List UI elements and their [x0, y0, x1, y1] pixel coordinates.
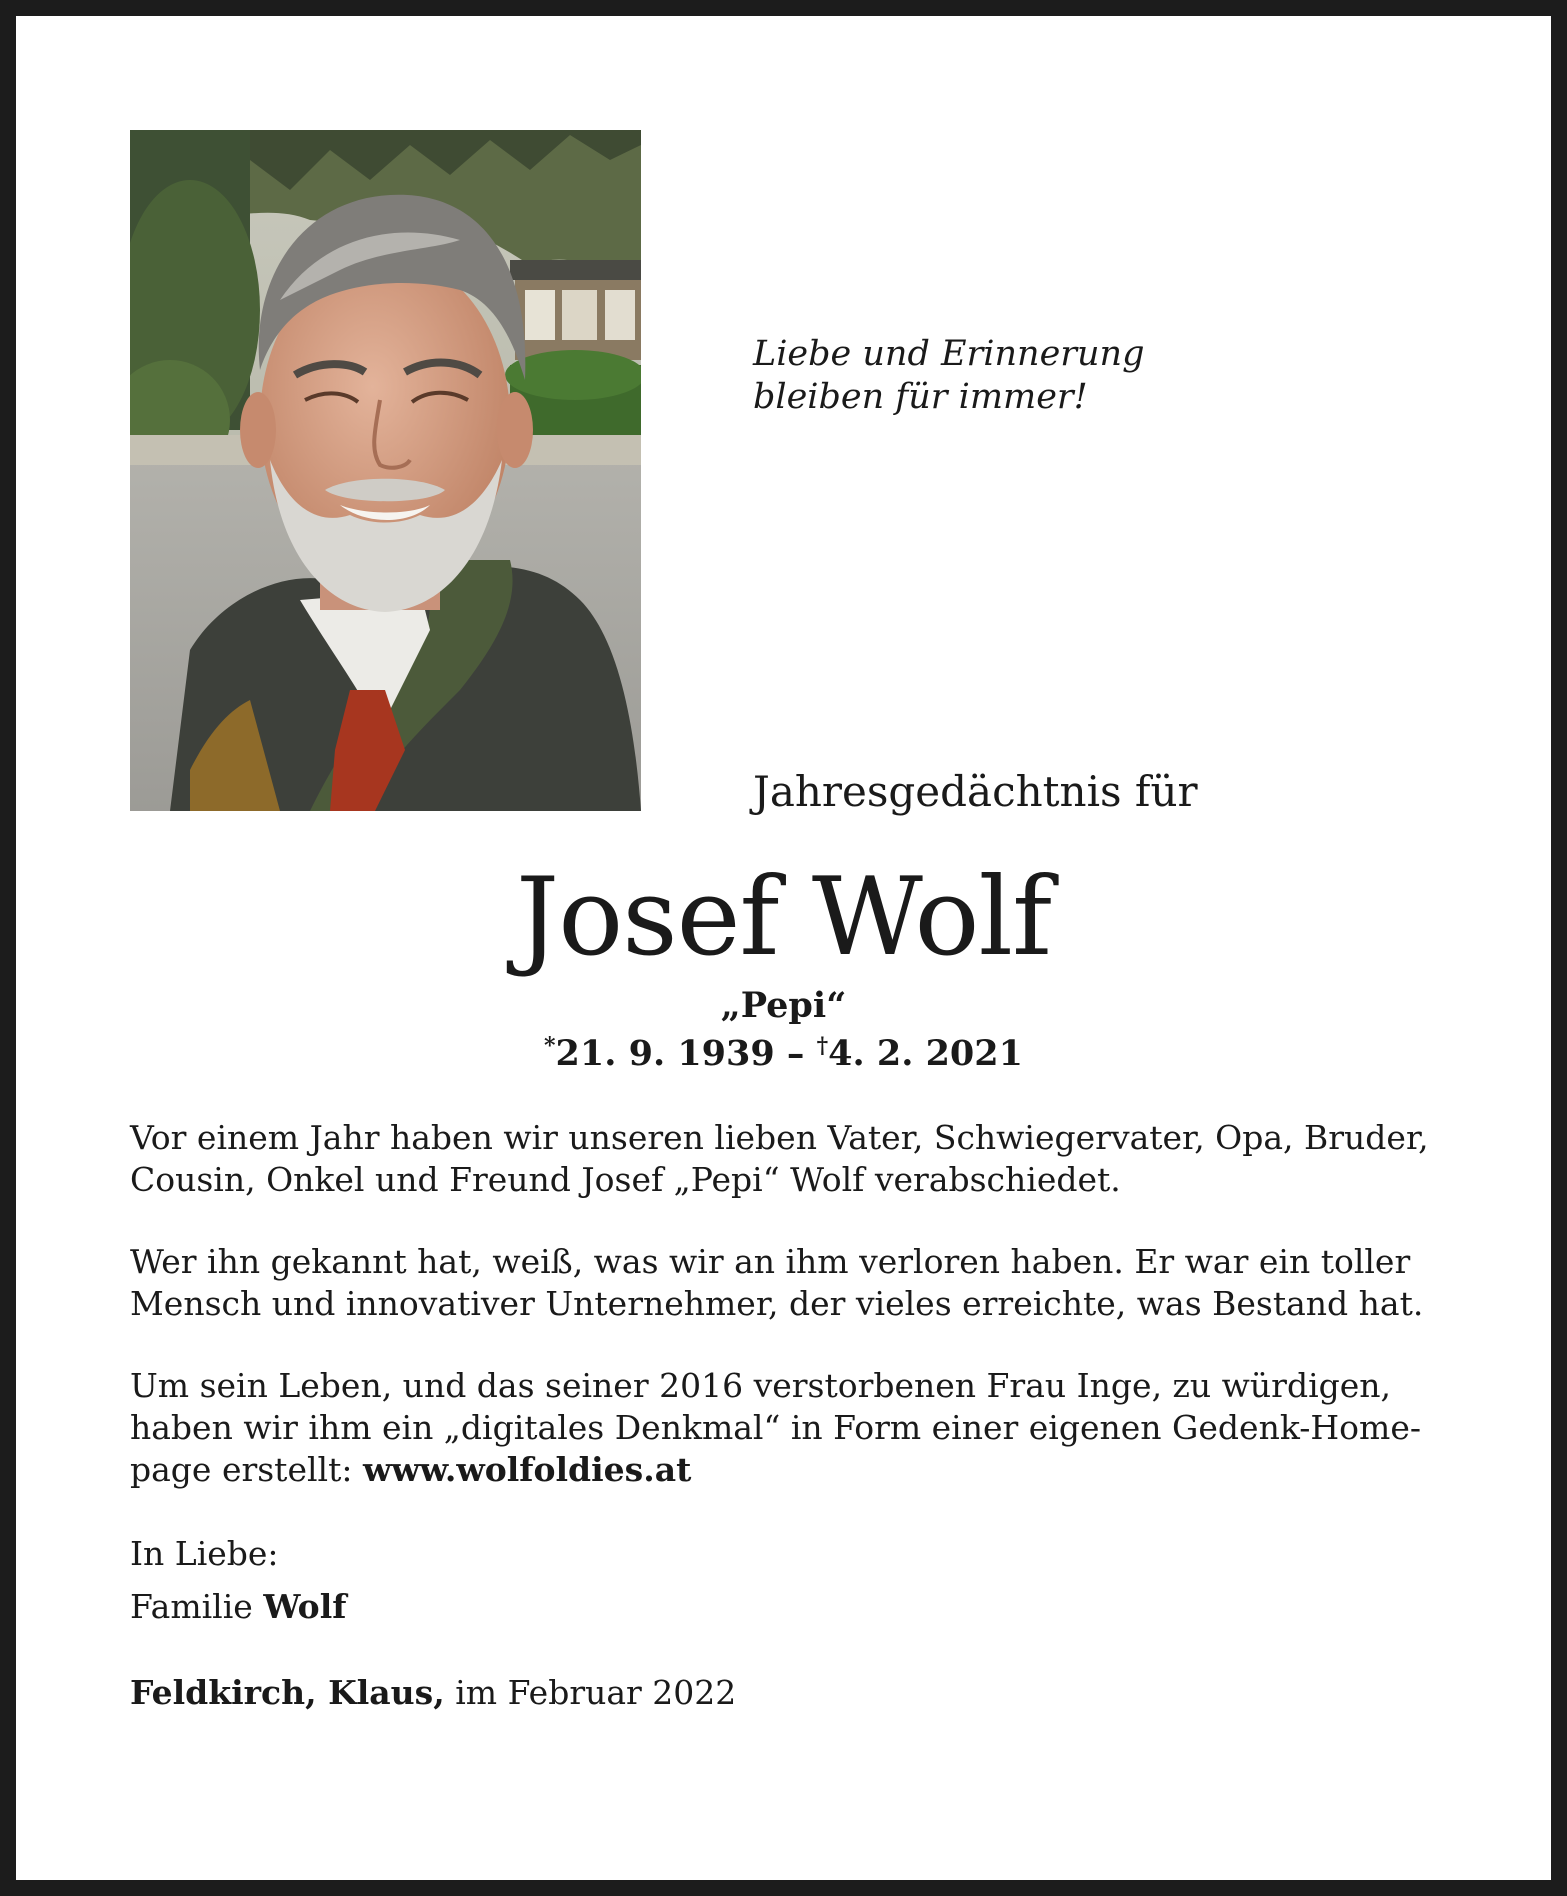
date-separator: –	[774, 1033, 817, 1074]
paragraph-line: Um sein Leben, und das seiner 2016 verstorbenen Frau Inge, zu würdigen,	[130, 1366, 1392, 1405]
paragraph-line: haben wir ihm ein „digitales Denkmal“ in Form einer eigenen Gedenk-Home-	[130, 1408, 1422, 1447]
website-link[interactable]: www.wolfoldies.at	[362, 1450, 692, 1489]
paragraph-line: Vor einem Jahr haben wir unseren lieben Vater, Schwiegervater, Opa, Bruder,	[130, 1118, 1429, 1157]
paragraph-line: Mensch und innovativer Unternehmer, der vieles erreichte, was Bestand hat.	[130, 1284, 1424, 1323]
places: Feldkirch, Klaus,	[130, 1673, 445, 1712]
closing-greeting: In Liebe:	[130, 1534, 279, 1573]
birth-date: 21. 9. 1939	[555, 1033, 775, 1074]
birth-symbol: *	[544, 1033, 556, 1059]
memorial-intro: Jahresgedächtnis für	[753, 767, 1198, 816]
death-date: 4. 2. 2021	[828, 1033, 1023, 1074]
family-name: Wolf	[263, 1587, 347, 1626]
memorial-motto	[753, 333, 1145, 419]
closing-place-date	[130, 1672, 736, 1714]
paragraph-line: Wer ihn gekannt hat, weiß, was wir an ihm verloren haben. Er war ein toller	[130, 1242, 1411, 1281]
life-dates	[0, 1033, 1567, 1075]
date-text: im Februar 2022	[444, 1673, 737, 1712]
paragraph-tribute	[130, 1241, 1437, 1325]
closing-family	[130, 1586, 346, 1628]
family-prefix: Familie	[130, 1587, 264, 1626]
paragraph-memorial-website	[130, 1365, 1437, 1491]
website-prefix: page erstellt:	[130, 1450, 363, 1489]
death-symbol: †	[816, 1033, 829, 1059]
deceased-nickname: „Pepi“	[720, 985, 847, 1026]
deceased-name: Josef Wolf	[515, 855, 1052, 980]
paragraph-farewell	[130, 1117, 1437, 1201]
paragraph-line	[130, 1449, 1437, 1491]
motto-line-2: bleiben für immer!	[753, 377, 1088, 417]
paragraph-line: Cousin, Onkel und Freund Josef „Pepi“ Wolf verabschiedet.	[130, 1160, 1121, 1199]
portrait-photo	[130, 130, 641, 811]
motto-line-1: Liebe und Erinnerung	[753, 334, 1145, 374]
